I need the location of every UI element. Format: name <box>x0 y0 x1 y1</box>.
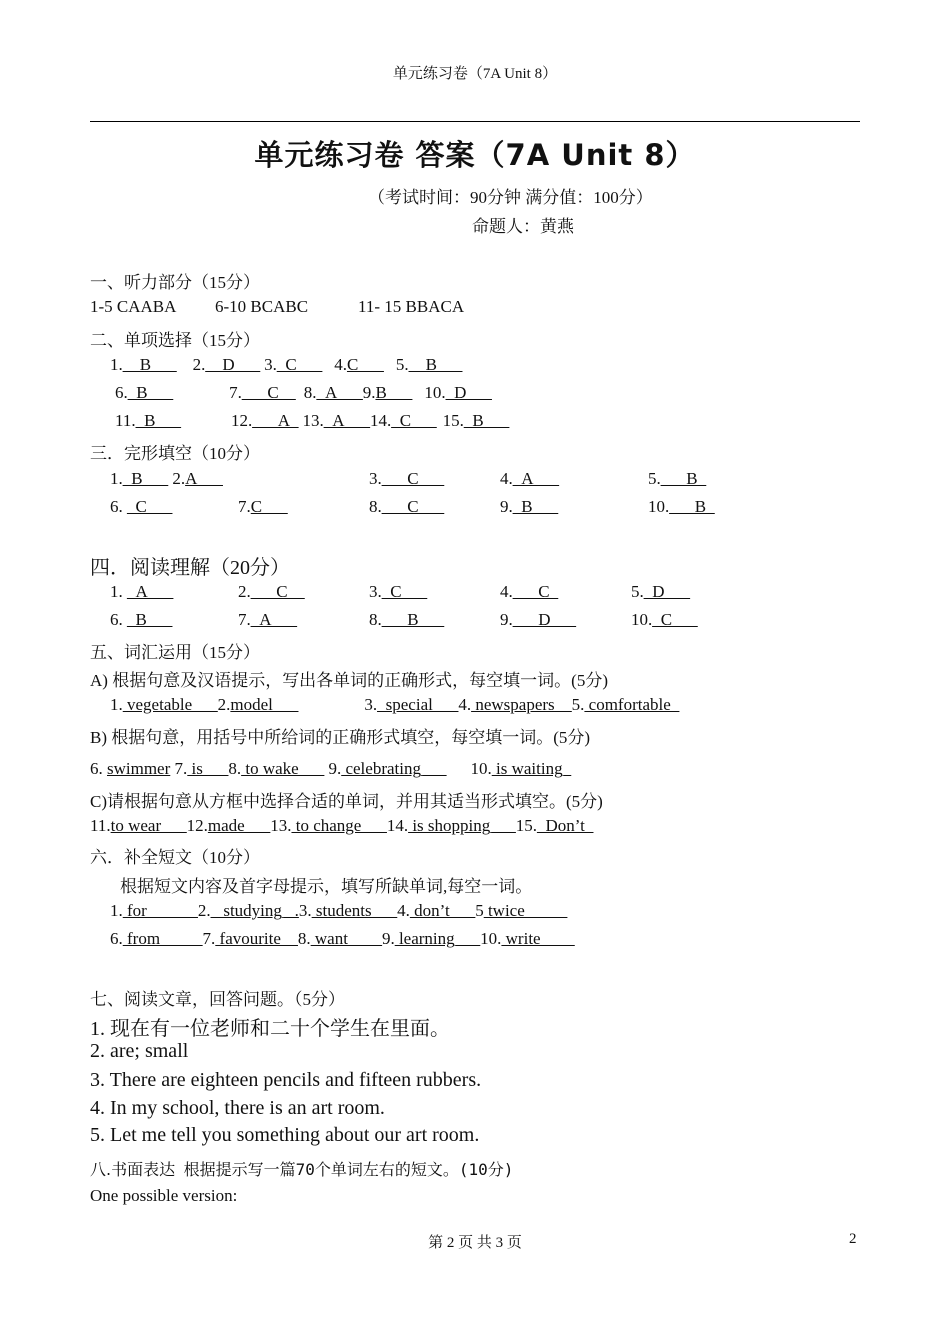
item-number: 6. <box>115 383 128 402</box>
page-footer: 第 2 页 共 3 页 <box>428 1235 522 1251</box>
section-5-heading: 五、词汇运用（15分） <box>90 643 260 662</box>
answer-cell: 1._B___ 2.A___ <box>110 469 223 488</box>
answer-line: 2. are; small <box>90 1040 189 1062</box>
item-number: 1. <box>110 355 123 374</box>
answer-cell: 4._A___ <box>500 469 560 488</box>
answer-blank: ___C__ <box>241 383 296 402</box>
answer-line: 4. In my school, there is an art room. <box>90 1097 385 1119</box>
sample-note: One possible version: <box>90 1186 238 1205</box>
answer-blank: _A___ <box>316 383 363 402</box>
answer-blank: __B___ <box>122 355 177 374</box>
item-number: 3. <box>264 355 277 374</box>
answer-cell: 9.___D___ <box>500 610 577 629</box>
answer-cell: 10.___B_ <box>648 497 715 516</box>
answer-cell: 1. _A___ <box>110 582 174 601</box>
answer-blank: _D___ <box>445 383 492 402</box>
item-number: 9. <box>362 383 376 402</box>
item-number: 4. <box>334 355 347 374</box>
item-number: 15. <box>442 411 464 430</box>
answer-blank: _A___ <box>323 411 371 430</box>
answer-line: 1. 现在有一位老师和二十个学生在里面。 <box>90 1018 450 1040</box>
answer-row: 11.to wear___12.made___13. to change___14. is shopping___15._Don’t_ <box>90 816 594 835</box>
answer-blank: __B___ <box>408 355 463 374</box>
answer-cell: 6. _C___ <box>110 497 173 516</box>
answer-cell: 3.___C___ <box>369 469 445 488</box>
answer-cell: 2.___C__ <box>238 582 305 601</box>
exam-info: （考试时间：90分钟 满分值：100分） <box>368 188 653 207</box>
answer-cell: 8.___B___ <box>369 610 445 629</box>
answer-line: 5. Let me tell you something about our art room. <box>90 1124 480 1146</box>
answer-group: 6-10 BCABC <box>215 297 309 316</box>
part-b-instruction: B) 根据句意，用括号中所给词的正确形式填空，每空填一词。(5分) <box>90 728 591 747</box>
answer-cell: 7._A___ <box>238 610 298 629</box>
answer-cell: 5.___B_ <box>648 469 707 488</box>
answer-blank: _C___ <box>276 355 323 374</box>
item-number: 13. <box>302 411 324 430</box>
answer-blank: _B___ <box>135 411 181 430</box>
section-3-heading: 三．完形填空（10分） <box>90 444 260 463</box>
answer-row: 1. vegetable___2.model___ 3._special___4. newspapers__5. comfortable_ <box>110 695 680 714</box>
item-number: 10. <box>424 383 446 402</box>
section-7-heading: 七、阅读文章，回答问题。（5分） <box>90 990 345 1009</box>
part-c-instruction: C)请根据句意从方框中选择合适的单词，并用其适当形式填空。(5分) <box>90 792 603 811</box>
part-a-instruction: A) 根据句意及汉语提示，写出各单词的正确形式，每空填一词。(5分) <box>90 671 609 690</box>
answer-row: 1. for______2._ studying_ .3. students___4. don’t___5 twice_____ <box>110 901 568 920</box>
answer-cell: 4.___C_ <box>500 582 559 601</box>
answer-cell: 5._D___ <box>631 582 691 601</box>
answer-group: 11- 15 BBACA <box>358 297 465 316</box>
answer-blank: _B___ <box>127 383 174 402</box>
section-8-heading <box>90 1157 513 1180</box>
answer-row <box>115 383 492 403</box>
answer-row: 6. from_____7. favourite__8. want____9. learning___10. write____ <box>110 929 575 948</box>
answer-cell: 10._C___ <box>631 610 698 629</box>
section-4-heading: 四．阅读理解（20分） <box>90 557 290 579</box>
answer-row <box>110 355 462 375</box>
answer-cell: 3._C___ <box>369 582 428 601</box>
answer-group: 1-5 CAABA <box>90 297 177 316</box>
answer-cell: 6. _B___ <box>110 610 173 629</box>
answer-blank: ___A_ <box>252 411 299 430</box>
answer-blank: __D___ <box>205 355 261 374</box>
answer-cell: 7.C___ <box>238 497 288 516</box>
page-number: 2 <box>849 1231 857 1247</box>
page-title: 单元练习卷 答案（7A Unit 8） <box>254 138 696 172</box>
item-number: 12. <box>230 411 253 430</box>
item-number: 5. <box>395 355 409 374</box>
item-number: 8. <box>303 383 317 402</box>
section-1-heading: 一、听力部分（15分） <box>90 273 260 292</box>
answer-row <box>115 411 509 431</box>
answer-blank: _C___ <box>391 411 437 430</box>
section-8-label: 八.书面表达 <box>90 1160 176 1179</box>
item-number: 2. <box>192 355 206 374</box>
section-6-instruction: 根据短文内容及首字母提示，填写所缺单词,每空一词。 <box>120 877 533 896</box>
author-line: 命题人：黄燕 <box>472 217 574 236</box>
item-number: 14. <box>370 411 392 430</box>
answer-cell: 8.___C___ <box>369 497 445 516</box>
answer-line: 3. There are eighteen pencils and fifteen rubbers. <box>90 1069 482 1091</box>
answer-cell: 9._B___ <box>500 497 559 516</box>
item-number: 7. <box>229 383 242 402</box>
section-2-heading: 二、单项选择（15分） <box>90 331 260 350</box>
item-number: 11. <box>115 411 136 430</box>
answer-row: 6. swimmer 7. is___8. to wake___ 9. celebrating___ 10. is waiting_ <box>90 759 572 778</box>
answer-blank: _B___ <box>463 411 510 430</box>
section-8-instruction: 根据提示写一篇70个单词左右的短文。(10分) <box>183 1160 514 1179</box>
header-rule <box>90 121 860 122</box>
answer-blank: B___ <box>375 383 413 402</box>
section-6-heading: 六．补全短文（10分） <box>90 848 260 867</box>
answer-blank: C___ <box>346 355 384 374</box>
running-header: 单元练习卷（7A Unit 8） <box>392 66 558 82</box>
